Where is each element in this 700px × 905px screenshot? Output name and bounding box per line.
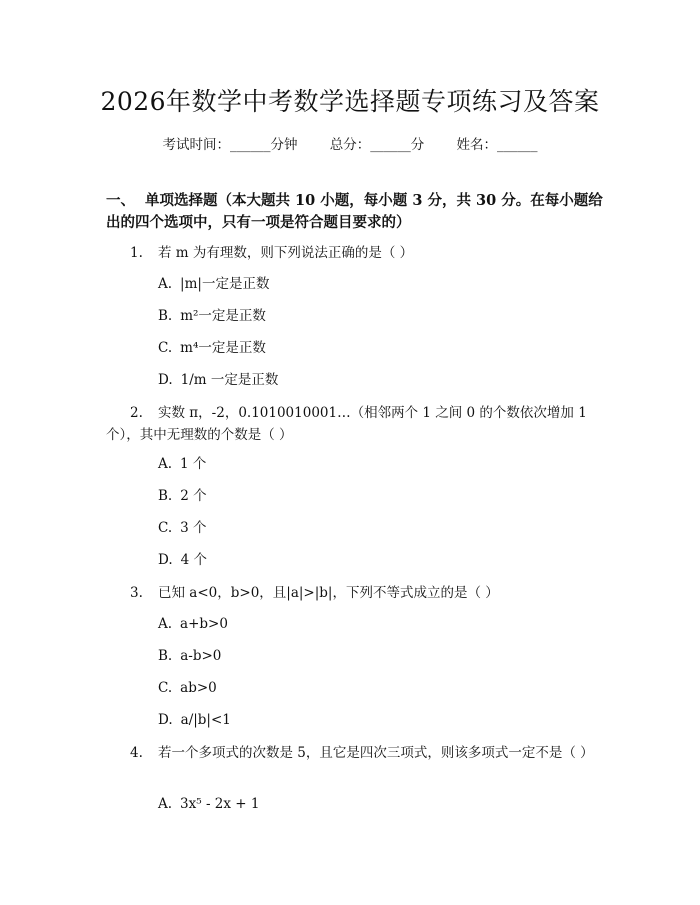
option-text: 4 个 <box>180 552 208 568</box>
question-1-option-a <box>158 274 269 294</box>
total-score-label: 总分： <box>329 137 371 153</box>
option-text: ab>0 <box>180 680 217 696</box>
question-4-option-a <box>158 794 260 814</box>
question-2-option-b <box>158 486 207 506</box>
exam-time-blank: ______ <box>229 137 271 153</box>
option-letter: C. <box>158 680 173 696</box>
name-label: 姓名： <box>456 137 498 153</box>
question-2-option-d <box>158 550 207 570</box>
exam-time-unit: 分钟 <box>270 137 298 153</box>
total-score-blank: ______ <box>370 137 411 153</box>
name-blank: ______ <box>497 137 538 153</box>
option-text: m²一定是正数 <box>180 308 266 324</box>
option-letter: D. <box>158 712 173 728</box>
exam-time-field <box>162 137 297 153</box>
option-letter: D. <box>158 552 173 568</box>
question-number: 1. <box>130 245 143 261</box>
question-1-option-d <box>158 370 278 390</box>
option-text: 2 个 <box>180 488 207 504</box>
question-1 <box>106 242 596 264</box>
question-1-option-c <box>158 338 266 358</box>
question-3-option-d <box>158 710 231 730</box>
question-3-option-c <box>158 678 217 698</box>
option-text: m⁴一定是正数 <box>180 340 266 356</box>
option-letter: A. <box>158 796 173 812</box>
option-letter: B. <box>158 488 173 504</box>
option-text: a+b>0 <box>180 616 228 632</box>
question-number: 4. <box>130 745 143 761</box>
question-1-option-b <box>158 306 266 326</box>
question-text: 若一个多项式的次数是 5，且它是四次三项式，则该多项式一定不是（ ） <box>158 745 594 761</box>
option-text: 1/m 一定是正数 <box>180 372 279 388</box>
option-letter: A. <box>158 456 173 472</box>
option-text: |m|一定是正数 <box>180 276 270 292</box>
exam-meta-line <box>0 133 700 153</box>
document-title: 2026年数学中考数学选择题专项练习及答案 <box>100 87 600 116</box>
option-text: 3x⁵ - 2x + 1 <box>180 796 260 812</box>
question-3-option-b <box>158 646 221 666</box>
question-4 <box>106 742 596 764</box>
option-letter: C. <box>158 520 173 536</box>
option-letter: A. <box>158 276 173 292</box>
question-number: 3. <box>130 585 143 601</box>
option-letter: A. <box>158 616 173 632</box>
option-text: a-b>0 <box>180 648 222 664</box>
option-letter: B. <box>158 308 173 324</box>
option-text: a/|b|<1 <box>180 712 231 728</box>
question-text: 已知 a<0，b>0，且|a|>|b|，下列不等式成立的是（ ） <box>158 585 499 601</box>
section-instructions: 单项选择题（本大题共 10 小题，每小题 3 分，共 30 分。在每小题给出的四个选项中，只有一项是符合题目要求的） <box>106 192 603 231</box>
question-number: 2. <box>130 405 143 421</box>
exam-time-label: 考试时间： <box>162 137 230 153</box>
section-number: 一、 <box>106 192 135 209</box>
question-3-option-a <box>158 614 228 634</box>
option-letter: C. <box>158 340 173 356</box>
option-letter: D. <box>158 372 173 388</box>
section-heading <box>106 190 606 234</box>
question-2-option-a <box>158 454 206 474</box>
option-letter: B. <box>158 648 173 664</box>
question-text: 实数 π，-2，0.1010010001…（相邻两个 1 之间 0 的个数依次增加 1 个），其中无理数的个数是（ ） <box>106 405 587 443</box>
question-3 <box>106 582 596 604</box>
name-field <box>457 137 538 153</box>
option-text: 1 个 <box>180 456 207 472</box>
option-text: 3 个 <box>180 520 207 536</box>
question-2-option-c <box>158 518 207 538</box>
total-score-field <box>330 137 425 153</box>
total-score-unit: 分 <box>410 137 425 153</box>
question-text: 若 m 为有理数，则下列说法正确的是（ ） <box>158 245 414 261</box>
question-2 <box>106 402 596 446</box>
